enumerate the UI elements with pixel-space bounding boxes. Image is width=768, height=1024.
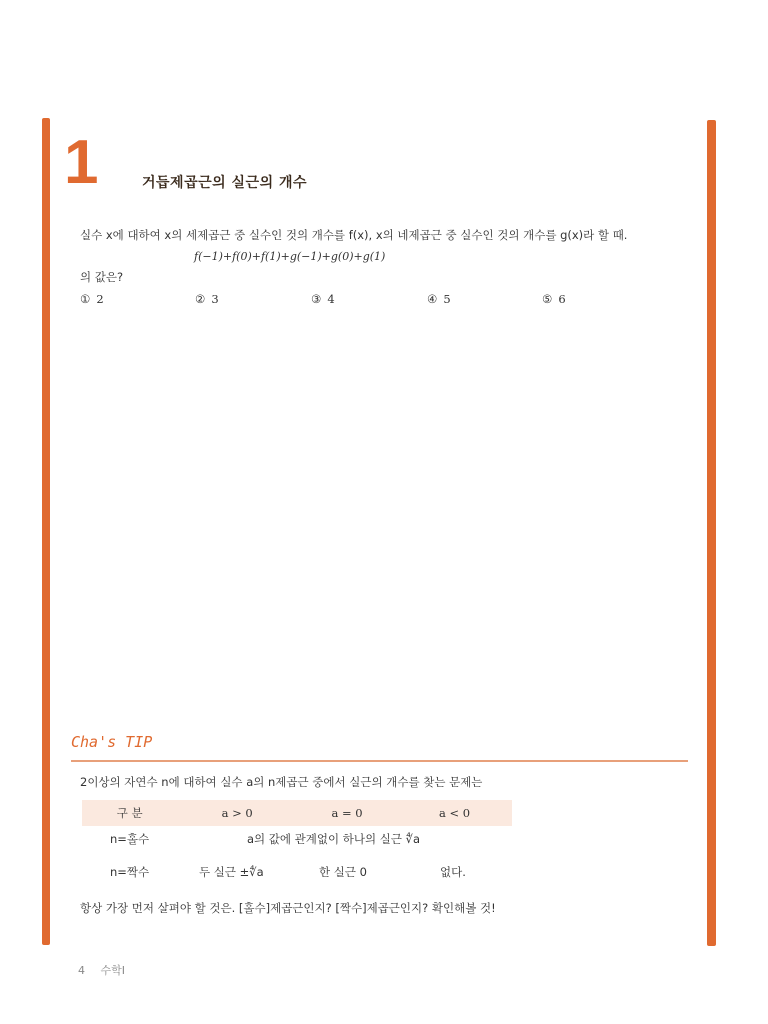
choice-2[interactable] (195, 292, 219, 306)
choice-value: 4 (327, 292, 335, 306)
tip-table-header (82, 800, 512, 826)
choice-value: 3 (211, 292, 219, 306)
problem-title: 거듭제곱근의 실근의 개수 (142, 175, 308, 191)
choice-value: 6 (558, 292, 566, 306)
choice-mark: ② (195, 292, 206, 306)
odd-description: a의 값에 관계없이 하나의 실근 ∜a (247, 832, 421, 846)
even-negative: 없다. (440, 865, 466, 879)
tip-header-positive: a > 0 (177, 800, 297, 826)
left-accent-bar (42, 118, 50, 945)
even-zero: 한 실근 0 (319, 865, 367, 879)
choice-mark: ⑤ (542, 292, 553, 306)
choice-mark: ③ (311, 292, 322, 306)
choice-value: 2 (96, 292, 104, 306)
page-footer (78, 962, 125, 978)
odd-label: n=홀수 (110, 832, 150, 846)
answer-choices (80, 292, 680, 310)
even-positive: 두 실근 ±∜a (199, 865, 264, 879)
problem-formula: f(−1)+f(0)+f(1)+g(−1)+g(0)+g(1) (194, 250, 386, 263)
even-label: n=짝수 (110, 865, 150, 879)
subject-label: 수학I (100, 964, 125, 977)
tip-divider (71, 760, 688, 762)
choice-mark: ① (80, 292, 91, 306)
tip-header-negative: a < 0 (397, 800, 512, 826)
choice-5[interactable] (542, 292, 566, 306)
tip-intro: 2이상의 자연수 n에 대하여 실수 a의 n제곱근 중에서 실근의 개수를 찾는 문제는 (80, 775, 483, 789)
tip-conclusion: 항상 가장 먼저 살펴야 할 것은. [홀수]제곱근인지? [짝수]제곱근인지? 확인해볼 것! (80, 901, 496, 915)
tip-header-category: 구 분 (82, 800, 177, 826)
page-number: 4 (78, 964, 85, 977)
tip-title: Cha's TIP (71, 733, 153, 751)
problem-question: 의 값은? (80, 270, 124, 284)
tip-table (82, 800, 512, 826)
tip-header-zero: a = 0 (297, 800, 397, 826)
choice-4[interactable] (427, 292, 451, 306)
choice-mark: ④ (427, 292, 438, 306)
right-accent-bar (707, 120, 716, 946)
problem-number: 1 (64, 128, 99, 197)
choice-3[interactable] (311, 292, 335, 306)
choice-1[interactable] (80, 292, 104, 306)
problem-body (80, 227, 705, 285)
problem-statement: 실수 x에 대하여 x의 세제곱근 중 실수인 것의 개수를 f(x), x의 네제곱근 중 실수인 것의 개수를 g(x)라 할 때. (80, 228, 628, 242)
choice-value: 5 (443, 292, 451, 306)
